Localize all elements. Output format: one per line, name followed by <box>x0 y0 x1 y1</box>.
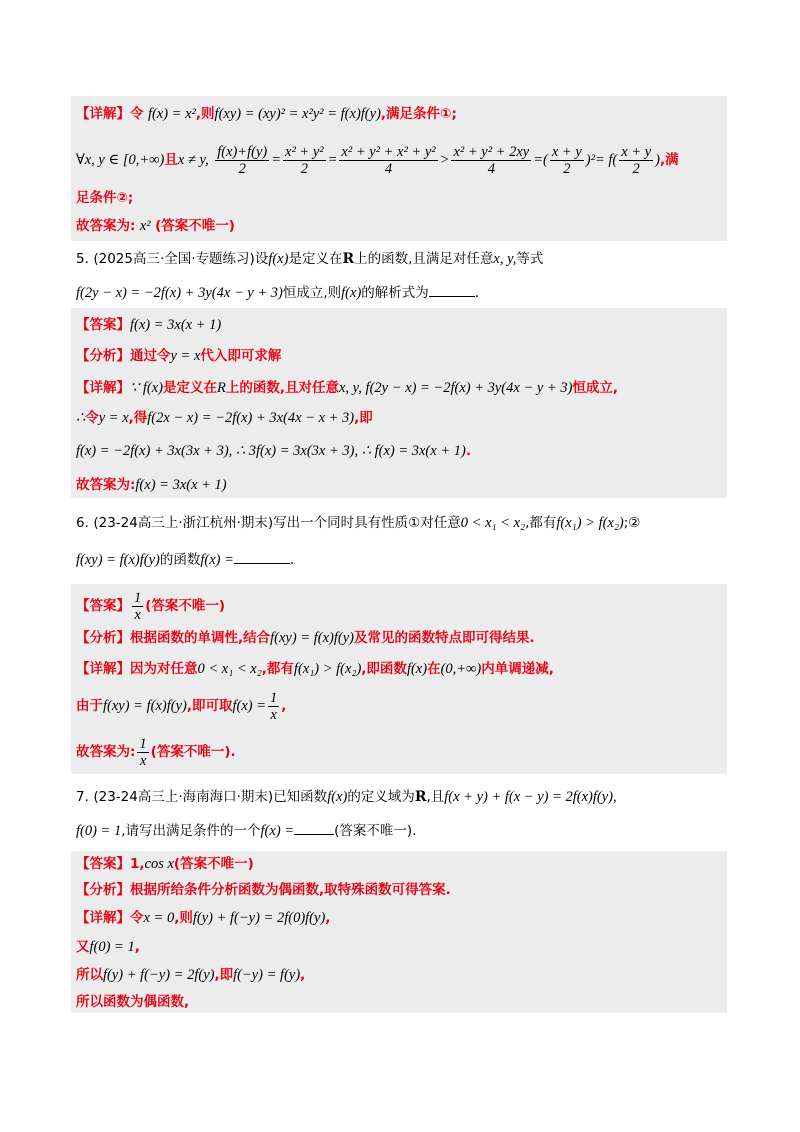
formula: f(x) <box>268 251 289 267</box>
q6-question-line1 <box>76 513 726 533</box>
text: 是定义在 <box>162 380 217 396</box>
formula: f(x) <box>406 661 428 677</box>
formula: f(x) = <box>260 823 295 839</box>
formula: f(0) = 1 <box>89 939 135 955</box>
formula: f(x) = x² <box>147 106 196 122</box>
numerator: x² + y² <box>285 143 324 160</box>
fraction <box>132 590 143 623</box>
text: 且 <box>164 152 178 168</box>
formula: (0,+∞) <box>440 661 482 677</box>
denominator: 2 <box>563 160 571 177</box>
denominator: x <box>139 752 147 769</box>
q5-question-line1 <box>76 249 726 269</box>
formula: x ≠ y, <box>177 152 209 168</box>
formula: f(x) = 3x(x + 1) <box>130 317 222 333</box>
formula: f(xy) = (xy)² = x²y² = f(x)f(y) <box>214 106 381 122</box>
formula: x, y, f(2y − x) = −2f(x) + 3y(4x − y + 3) <box>338 380 573 396</box>
text: 等式 <box>516 251 544 267</box>
formula: ∴ <box>76 410 86 426</box>
formula: f(xy) = f(x)f(y) <box>76 552 160 568</box>
fraction <box>339 144 437 177</box>
text: 的解析式为 <box>361 285 429 301</box>
formula: f(x₁) > f(x₂) <box>556 515 624 531</box>
text: 代入即可求解 <box>200 348 282 364</box>
denominator: 2 <box>632 160 640 177</box>
text: 已知函数 <box>273 789 328 805</box>
text: 的函数 <box>159 552 201 568</box>
text: ,满 <box>659 152 679 168</box>
formula: f(y) + f(−y) = 2f(0)f(y) <box>192 910 326 926</box>
formula: x = 0 <box>143 910 175 926</box>
numerator: x + y <box>621 143 652 160</box>
formula: 0 < x₁ < x₂ <box>197 661 262 677</box>
detail-tag: 【详解】令 <box>76 106 144 122</box>
formula: f(−y) = f(y) <box>233 967 301 983</box>
text: (答案不唯一). <box>334 823 417 839</box>
text: 及常见的函数特点即可得结果. <box>353 630 535 646</box>
text: 又 <box>76 939 90 955</box>
formula: y = x <box>98 410 129 426</box>
text: . <box>465 443 471 459</box>
text: ,即函数 <box>361 661 407 677</box>
formula: f(2x − x) = −2f(x) + 3x(4x − x + 3) <box>147 410 355 426</box>
text: ,则 <box>174 910 193 926</box>
formula: f(y) + f(−y) = 2f(y) <box>103 967 215 983</box>
set-R: R <box>414 789 427 805</box>
fraction <box>215 144 269 177</box>
q7-detail-line4 <box>76 992 726 1012</box>
q5-detail-line3 <box>76 441 726 461</box>
fraction <box>619 144 653 177</box>
formula: f(x) = <box>232 698 267 714</box>
q5-final-answer <box>76 475 726 495</box>
text: ;② <box>623 515 641 531</box>
q5-detail-line1 <box>76 378 726 398</box>
formula: y = x <box>170 348 201 364</box>
answer-blank <box>294 820 334 835</box>
text: 所以函数为偶函数, <box>76 994 190 1010</box>
q4-final-answer <box>76 216 726 236</box>
analysis-label: 【分析】通过令 <box>76 348 171 364</box>
formula: x, y, <box>493 251 517 267</box>
formula: f(xy) = f(x)f(y) <box>103 698 187 714</box>
numerator: f(x)+f(y) <box>217 143 268 160</box>
text: 恒成立, <box>572 380 619 396</box>
text: ,且 <box>426 789 445 805</box>
q6-analysis <box>76 628 726 648</box>
q7-solution-block <box>71 851 727 1013</box>
q7-question-line1 <box>76 787 726 807</box>
text: , <box>134 939 140 955</box>
answer-label: 故答案为: <box>76 744 136 760</box>
numerator: x² + y² + x² + y² <box>341 143 436 160</box>
text: 内单调递减, <box>481 661 554 677</box>
fraction <box>451 144 531 177</box>
q6-answer <box>76 588 726 624</box>
denominator: x <box>134 606 141 623</box>
formula: ∀x, y ∈ [0,+∞) <box>76 152 165 168</box>
numerator: 1 <box>139 735 147 752</box>
text: ,请写出满足条件的一个 <box>121 823 261 839</box>
detail-tag: 【详解】令 <box>76 910 144 926</box>
text: 恒成立,则 <box>282 285 342 301</box>
question-number: 6. <box>76 515 89 531</box>
q7-detail-line3 <box>76 965 726 985</box>
answer-blank <box>429 282 475 297</box>
formula: f(x) = −2f(x) + 3x(3x + 3), ∴ 3f(x) = 3x(3x + 3), ∴ f(x) = 3x(x + 1) <box>76 443 466 459</box>
q7-answer <box>76 854 726 874</box>
text: 所以 <box>76 967 103 983</box>
formula: f(x) = 3x(x + 1) <box>135 477 227 493</box>
q6-detail-line1 <box>76 659 726 679</box>
formula: cos x <box>144 856 174 872</box>
text: ,即 <box>214 967 234 983</box>
text: 的定义域为 <box>347 789 415 805</box>
detail-tag: 【详解】因为对任意 <box>76 661 198 677</box>
formula: ∵ f(x) <box>130 380 163 396</box>
formula: R <box>216 380 226 396</box>
text: 设 <box>254 251 269 267</box>
question-number: 5. <box>76 251 89 267</box>
text: ,即 <box>354 410 373 426</box>
formula: f(x₁) > f(x₂) <box>293 661 362 677</box>
text: ,则 <box>195 106 215 122</box>
q6-question-line2: f(xy) = f(x)f(y)的函数f(x) = . <box>76 549 726 570</box>
text: , <box>281 698 287 714</box>
q5-question-line2: f(2y − x) = −2f(x) + 3y(4x − y + 3)恒成立,则f(x)的解析式为 . <box>76 282 726 303</box>
text: 写出一个同时具有性质①对任意 <box>273 515 461 531</box>
denominator: 2 <box>238 160 246 177</box>
q7-detail-line2 <box>76 937 726 957</box>
q4-detail-line2: ∀x, y ∈ [0,+∞)且x ≠ y, $\frac{f(x)+f(y)}{2}$ = $\frac{\text{x² + y²}}{2}$ = $\frac{\text{x² + y² + x² + y²}}{4}$ > $\frac{\text{x² + y² + 2xy}}{4}$ =( $\frac{x + y}{2}$ )²= f( $\frac{x + y}{2}$ ),满 <box>76 143 679 177</box>
answer-label: 故答案为: <box>76 477 136 493</box>
fraction <box>137 736 148 769</box>
denominator: 4 <box>487 160 495 177</box>
q5-solution-block <box>71 308 727 498</box>
answer-label: 故答案为: <box>76 218 136 234</box>
detail-tag: 【详解】 <box>76 380 130 396</box>
formula: f(x) = <box>200 552 234 568</box>
q5-analysis <box>76 346 726 366</box>
q7-detail-line1 <box>76 908 726 928</box>
question-number: 7. <box>76 789 89 805</box>
numerator: 1 <box>134 589 142 606</box>
fraction <box>550 144 584 177</box>
answer-note: (答案不唯一) <box>145 598 226 614</box>
denominator: 4 <box>384 160 393 177</box>
answer-label: 【答案】 <box>76 317 130 333</box>
text: ,即可取 <box>186 698 233 714</box>
text: 由于 <box>76 698 103 714</box>
text: 上的函数,且对任意 <box>225 380 339 396</box>
q6-detail-line2 <box>76 688 726 724</box>
text: ,得 <box>128 410 148 426</box>
fraction <box>283 144 326 177</box>
formula: f(x + y) + f(x − y) = 2f(x)f(y), <box>444 789 617 805</box>
q4-detail-line3 <box>76 188 726 208</box>
text: 在 <box>427 661 441 677</box>
q6-final-answer <box>76 734 726 770</box>
answer-label: 【答案】1, <box>76 856 145 872</box>
question-source: (23-24高三上·浙江杭州·期末) <box>93 515 274 531</box>
formula: f(2y − x) = −2f(x) + 3y(4x − y + 3) <box>76 285 283 301</box>
formula: x² <box>139 218 151 234</box>
q4-detail-line1 <box>76 104 726 124</box>
text: 是定义在 <box>288 251 343 267</box>
set-R: R <box>342 251 355 267</box>
question-source: (23-24高三上·海南海口·期末) <box>93 789 274 805</box>
answer-note: (答案不唯一). <box>150 744 236 760</box>
formula: f(x) <box>327 789 348 805</box>
fraction <box>268 690 279 723</box>
text: 上的函数,且满足对任意 <box>354 251 494 267</box>
text: 令 <box>85 410 99 426</box>
formula: f(xy) = f(x)f(y) <box>270 630 354 646</box>
q5-detail-line2 <box>76 408 726 428</box>
formula: f(x) <box>341 285 362 301</box>
text: , <box>300 967 306 983</box>
numerator: x² + y² + 2xy <box>453 143 530 160</box>
analysis-text: 【分析】根据所给条件分析函数为偶函数,取特殊函数可得答案. <box>76 882 451 898</box>
answer-note: (答案不唯一) <box>155 218 235 234</box>
text: ,满足条件①; <box>380 106 457 122</box>
q7-analysis <box>76 880 726 900</box>
analysis-label: 【分析】根据函数的单调性,结合 <box>76 630 271 646</box>
formula: f(0) = 1 <box>76 823 122 839</box>
text: ,都有 <box>525 515 557 531</box>
text: , <box>325 910 331 926</box>
q7-question-line2 <box>76 820 726 841</box>
denominator: x <box>270 706 277 723</box>
numerator: x + y <box>551 143 582 160</box>
denominator: 2 <box>300 160 308 177</box>
answer-label: 【答案】 <box>76 598 130 614</box>
text: 足条件②; <box>76 190 134 206</box>
answer-blank <box>234 549 290 564</box>
q5-answer <box>76 315 726 335</box>
question-source: (2025高三·全国·专题练习) <box>93 251 255 267</box>
numerator: 1 <box>270 689 278 706</box>
formula: 0 < x₁ < x₂ <box>460 515 526 531</box>
text: ,都有 <box>261 661 294 677</box>
answer-note: (答案不唯一) <box>173 856 254 872</box>
